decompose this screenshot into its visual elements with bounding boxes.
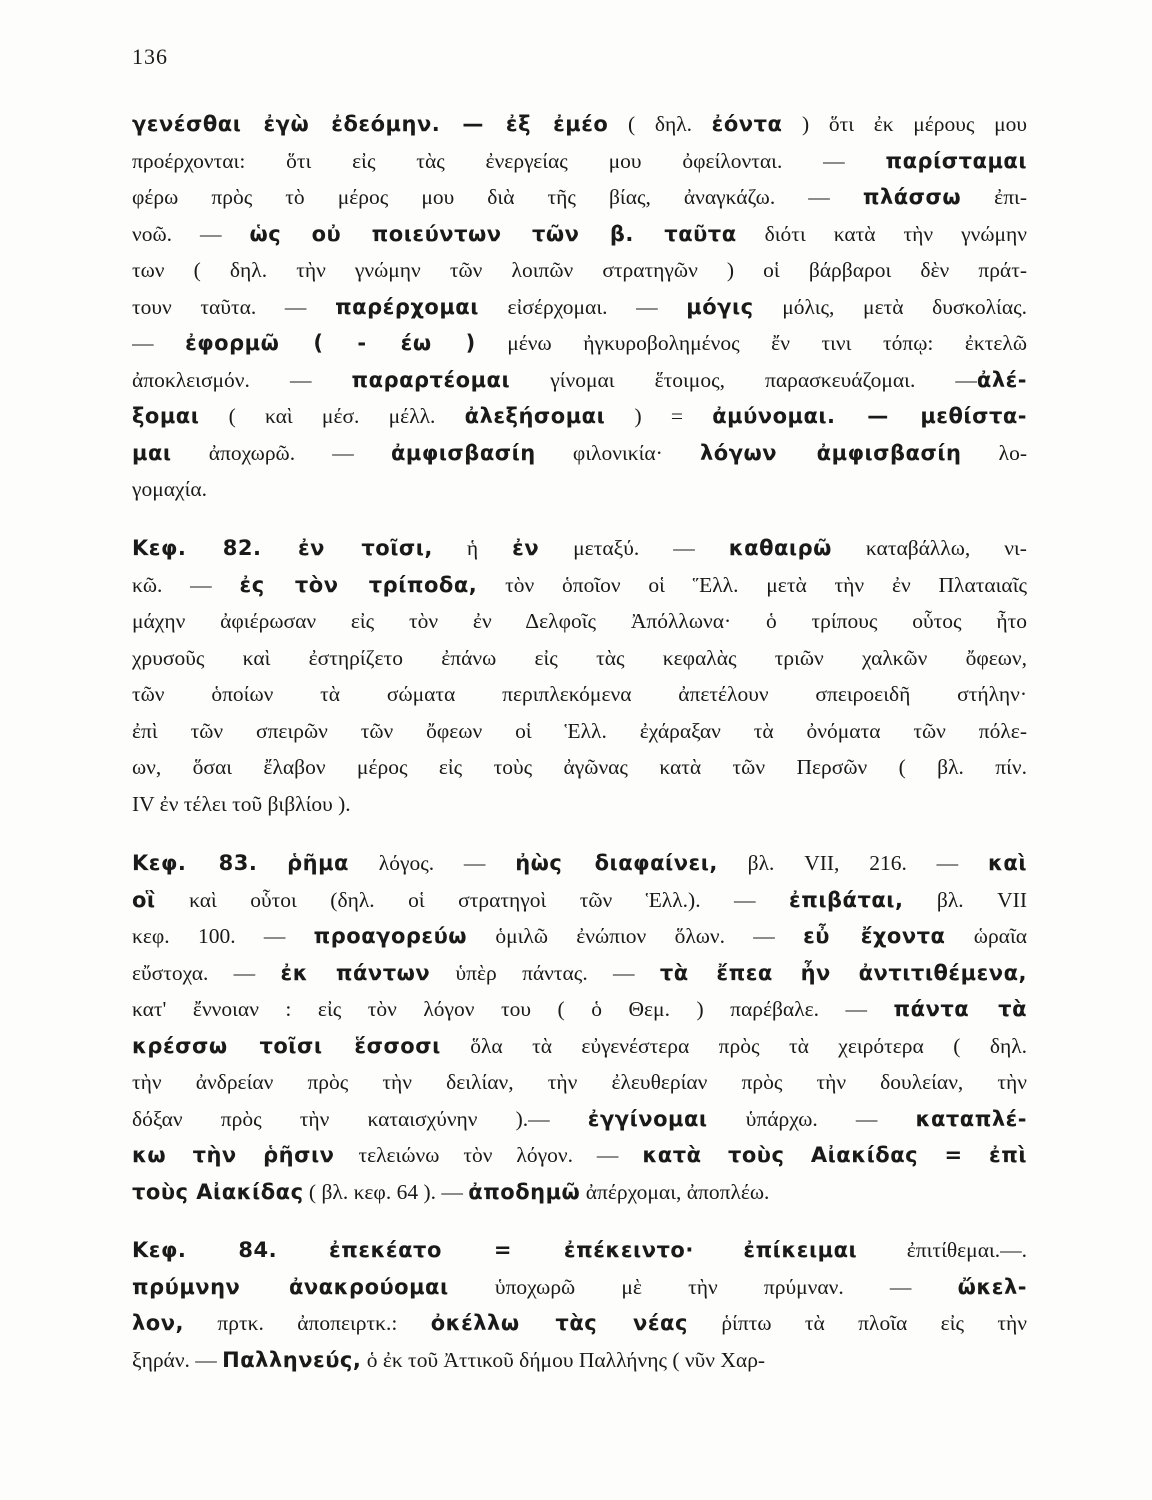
gloss-text: τῶν ὁποίων τὰ σώματα περιπλεκόμενα ἀπετέλουν σπειροειδῆ στήλην· bbox=[132, 682, 1027, 706]
gloss-text: μεταξύ. — bbox=[539, 536, 729, 560]
gloss-text: ( καὶ μέσ. μέλλ. bbox=[199, 404, 465, 428]
gloss-text: κῶ. — bbox=[132, 572, 240, 597]
gloss-text: μάχην ἀφιέρωσαν εἰς τὸν ἐν Δελφοῖς Ἀπόλλωνα· ὁ τρίπους οὗτος ἦτο bbox=[132, 609, 1027, 633]
lemma-bold: παρέρχομαι bbox=[335, 294, 479, 319]
gloss-text: ) ὅτι ἐκ μέρους μου bbox=[782, 112, 1027, 136]
lemma-bold: κρέσσω τοῖσι ἕσσοσι bbox=[132, 1033, 441, 1058]
gloss-text: λόγος. — bbox=[349, 851, 516, 875]
lemma-bold: ἀλεξήσομαι bbox=[464, 404, 606, 428]
text-line bbox=[132, 567, 1027, 604]
lemma-bold: λον, bbox=[132, 1311, 184, 1335]
gloss-text bbox=[694, 1238, 744, 1262]
gloss-text: διότι κατὰ τὴν γνώμην bbox=[736, 221, 1027, 246]
gloss-text: — bbox=[132, 331, 186, 355]
lemma-bold: ἐν bbox=[512, 536, 540, 560]
gloss-text: μόλις, μετὰ δυσκολίας. bbox=[753, 294, 1027, 319]
gloss-text: ) = bbox=[605, 404, 713, 428]
gloss-text bbox=[257, 851, 287, 875]
gloss-text: τὴν ἀνδρείαν πρὸς τὴν δειλίαν, τὴν ἐλευθερίαν πρὸς τὴν δουλείαν, τὴν bbox=[132, 1070, 1027, 1094]
lemma-bold: κω τὴν ῥῆσιν bbox=[132, 1143, 335, 1167]
text-line bbox=[132, 603, 1027, 640]
lemma-bold: παραρτέομαι bbox=[351, 367, 511, 392]
lemma-bold: ἐς τὸν τρίποδα, bbox=[239, 572, 478, 597]
gloss-text: των ( δηλ. τὴν γνώμην τῶν λοιπῶν στρατηγῶν ) οἱ βάρβαροι δὲν πράτ- bbox=[132, 258, 1027, 282]
lemma-bold: Κεφ. 84. ἐπεκέατο = ἐπέκειντο· bbox=[132, 1238, 694, 1262]
gloss-text: τουν ταῦτα. — bbox=[132, 294, 336, 319]
page-number: 136 bbox=[132, 44, 168, 69]
lemma-bold: ἐπίκειμαι bbox=[743, 1238, 858, 1262]
gloss-text: δόξαν πρὸς τὴν καταισχύνην ).— bbox=[132, 1106, 588, 1131]
lemma-bold: λόγων ἀμφισβασίη bbox=[700, 440, 962, 465]
gloss-text: ἐπιτίθεμαι.—. bbox=[857, 1238, 1027, 1262]
text-line bbox=[132, 1174, 1027, 1211]
lemma-bold: εὖ ἔχοντα bbox=[803, 924, 946, 948]
gloss-text: κατ' ἔννοιαν : εἰς τὸν λόγον του ( ὁ Θεμ. ) παρέβαλε. — bbox=[132, 997, 894, 1021]
gloss-text: ἀποχωρῶ. — bbox=[171, 440, 391, 465]
lemma-bold: μαι bbox=[132, 440, 172, 465]
lemma-bold: τὰ ἔπεα ἦν ἀντιτιθέμενα, bbox=[659, 960, 1027, 985]
lemma-bold: ἀποδημῶ bbox=[468, 1179, 581, 1204]
text-line bbox=[132, 845, 1027, 882]
lemma-bold: καὶ bbox=[987, 851, 1027, 875]
paragraph-chapter-84 bbox=[132, 1232, 1027, 1378]
gloss-text: φιλονικία· bbox=[535, 440, 700, 465]
text-line bbox=[132, 106, 1027, 143]
lemma-bold: ξομαι bbox=[132, 404, 200, 428]
lemma-bold: πάντα τὰ bbox=[893, 997, 1027, 1021]
paragraph-chapter-82 bbox=[132, 530, 1027, 822]
lemma-bold: ὡς οὐ ποιεύντων τῶν β. ταῦτα bbox=[249, 221, 737, 246]
lemma-bold: τοὺς Αἰακίδας bbox=[132, 1179, 304, 1204]
lemma-bold: κατὰ τοὺς Αἰακίδας = ἐπὶ bbox=[642, 1143, 1027, 1167]
gloss-text: νοῶ. — bbox=[132, 221, 250, 246]
lemma-bold: ἐπιβάται, bbox=[789, 887, 904, 912]
gloss-text: ἡ bbox=[432, 536, 513, 560]
lemma-bold: ὀκέλλω τὰς νέας bbox=[430, 1311, 688, 1335]
gloss-text: ὑπὲρ πάντας. — bbox=[430, 960, 660, 985]
text-line bbox=[132, 1137, 1027, 1174]
gloss-text: ων, ὅσαι ἔλαβον μέρος εἰς τοὺς ἀγῶνας κατὰ τῶν Περσῶν ( βλ. πίν. bbox=[132, 755, 1027, 779]
text-line bbox=[132, 362, 1027, 399]
lemma-bold: ῥῆμα bbox=[287, 851, 349, 875]
gloss-text: ὑποχωρῶ μὲ τὴν πρύμναν. — bbox=[448, 1274, 958, 1299]
gloss-text: ὡραῖα bbox=[945, 924, 1027, 948]
gloss-text: ( δηλ. bbox=[608, 112, 712, 136]
lemma-bold: γενέσθαι ἐγὼ ἐδεόμην. — ἐξ ἐμέο bbox=[132, 112, 609, 136]
text-line bbox=[132, 143, 1027, 180]
gloss-text: ἐπι- bbox=[961, 185, 1027, 209]
text-line bbox=[132, 179, 1027, 216]
gloss-text: γομαχία. bbox=[132, 477, 208, 501]
gloss-text: βλ. VII bbox=[903, 887, 1027, 912]
lemma-bold: μόγις bbox=[686, 294, 754, 319]
gloss-text: IV ἐν τέλει τοῦ βιβλίου ). bbox=[132, 791, 351, 816]
lemma-bold: ὤκελ- bbox=[957, 1274, 1027, 1299]
gloss-text: ὁ ἐκ τοῦ Ἀττικοῦ δήμου Παλλήνης ( νῦν Χαρ- bbox=[361, 1347, 766, 1372]
gloss-text: εἰσέρχομαι. — bbox=[478, 294, 687, 319]
gloss-text: ἐπὶ τῶν σπειρῶν τῶν ὄφεων οἱ Ἑλλ. ἐχάραξαν τὰ ὀνόματα τῶν πόλε- bbox=[132, 718, 1027, 743]
text-line bbox=[132, 1232, 1027, 1269]
lemma-bold: καθαιρῶ bbox=[728, 536, 832, 560]
text-line bbox=[132, 325, 1027, 362]
lemma-bold: ἀμύνομαι. — μεθίστα- bbox=[712, 404, 1027, 428]
gloss-text: καὶ οὗτοι (δηλ. οἱ στρατηγοὶ τῶν Ἑλλ.). — bbox=[155, 887, 790, 912]
gloss-text: ῥίπτω τὰ πλοῖα εἰς τὴν bbox=[687, 1311, 1027, 1335]
lemma-bold: ἐόντα bbox=[711, 112, 783, 136]
gloss-text: λο- bbox=[961, 440, 1027, 465]
text-line bbox=[132, 676, 1027, 713]
text-line bbox=[132, 252, 1027, 289]
gloss-text: βλ. VII, 216. — bbox=[717, 851, 988, 875]
lemma-bold: καταπλέ- bbox=[915, 1106, 1027, 1131]
lemma-bold: Κεφ. 82. ἐν τοῖσι, bbox=[132, 536, 433, 560]
text-line bbox=[132, 1028, 1027, 1065]
gloss-text: τελειώνω τὸν λόγον. — bbox=[334, 1143, 643, 1167]
lemma-bold: ἀμφισβασίη bbox=[390, 440, 536, 465]
gloss-text: εὔστοχα. — bbox=[132, 960, 281, 985]
gloss-text: φέρω πρὸς τὸ μέρος μου διὰ τῆς βίας, ἀναγκάζω. — bbox=[132, 185, 863, 209]
paragraph-chapter-83 bbox=[132, 845, 1027, 1210]
gloss-text: ξηράν. — bbox=[132, 1347, 223, 1372]
gloss-text: ὑπάρχω. — bbox=[707, 1106, 916, 1131]
gloss-text: κεφ. 100. — bbox=[132, 924, 314, 948]
gloss-text: ἀπέρχομαι, ἀποπλέω. bbox=[580, 1179, 770, 1204]
lemma-bold: πλάσσω bbox=[862, 185, 962, 209]
lemma-bold: ἐφορμῶ ( - έω ) bbox=[185, 331, 476, 355]
lemma-bold: πρύμνην ἀνακρούομαι bbox=[132, 1274, 449, 1299]
lemma-bold: ἠὼς διαφαίνει, bbox=[515, 851, 718, 875]
lemma-bold: Κεφ. 83. bbox=[132, 851, 258, 875]
gloss-text: ὁμιλῶ ἐνώπιον ὅλων. — bbox=[467, 924, 804, 948]
text-line bbox=[132, 1305, 1027, 1342]
gloss-text: μένω ἠγκυροβολημένος ἔν τινι τόπῳ: ἐκτελῶ bbox=[475, 331, 1027, 355]
lemma-bold: Παλληνεύς, bbox=[222, 1347, 362, 1372]
lemma-bold: προαγορεύω bbox=[313, 924, 468, 948]
lemma-bold: ἀλέ- bbox=[976, 367, 1027, 392]
text-line bbox=[132, 749, 1027, 786]
text-line bbox=[132, 640, 1027, 677]
lemma-bold: ἐγγίνομαι bbox=[587, 1106, 708, 1131]
text-line bbox=[132, 918, 1027, 955]
text-line bbox=[132, 471, 1027, 508]
lemma-bold: οἳ bbox=[132, 887, 156, 912]
text-line bbox=[132, 1101, 1027, 1138]
text-line bbox=[132, 713, 1027, 750]
gloss-text: ( βλ. κεφ. 64 ). — bbox=[303, 1179, 469, 1204]
gloss-text: καταβάλλω, νι- bbox=[831, 536, 1027, 560]
text-line bbox=[132, 882, 1027, 919]
lemma-bold: ἐκ πάντων bbox=[280, 960, 431, 985]
gloss-text: τὸν ὁποῖον οἱ Ἕλλ. μετὰ τὴν ἐν Πλαταιαῖς bbox=[477, 572, 1027, 597]
text-line bbox=[132, 530, 1027, 567]
gloss-text: πρτκ. ἀποπειρτκ.: bbox=[184, 1311, 431, 1335]
text-line bbox=[132, 216, 1027, 253]
text-line bbox=[132, 991, 1027, 1028]
text-line bbox=[132, 289, 1027, 326]
gloss-text: γίνομαι ἕτοιμος, παρασκευάζομαι. — bbox=[510, 367, 977, 392]
text-line bbox=[132, 398, 1027, 435]
gloss-text: χρυσοῦς καὶ ἐστηρίζετο ἐπάνω εἰς τὰς κεφαλὰς τριῶν χαλκῶν ὄφεων, bbox=[132, 645, 1027, 670]
gloss-text: προέρχονται: ὅτι εἰς τὰς ἐνεργείας μου ὀφείλονται. — bbox=[132, 148, 886, 173]
text-line bbox=[132, 435, 1027, 472]
text-line bbox=[132, 1064, 1027, 1101]
lemma-bold: παρίσταμαι bbox=[885, 148, 1027, 173]
text-line bbox=[132, 1342, 1027, 1379]
text-line bbox=[132, 786, 1027, 823]
text-line bbox=[132, 955, 1027, 992]
gloss-text: ὅλα τὰ εὐγενέστερα πρὸς τὰ χειρότερα ( δηλ. bbox=[440, 1033, 1027, 1058]
gloss-text: ἀποκλεισμόν. — bbox=[132, 367, 352, 392]
text-line bbox=[132, 1269, 1027, 1306]
paragraph-chapter-81-cont bbox=[132, 106, 1027, 508]
